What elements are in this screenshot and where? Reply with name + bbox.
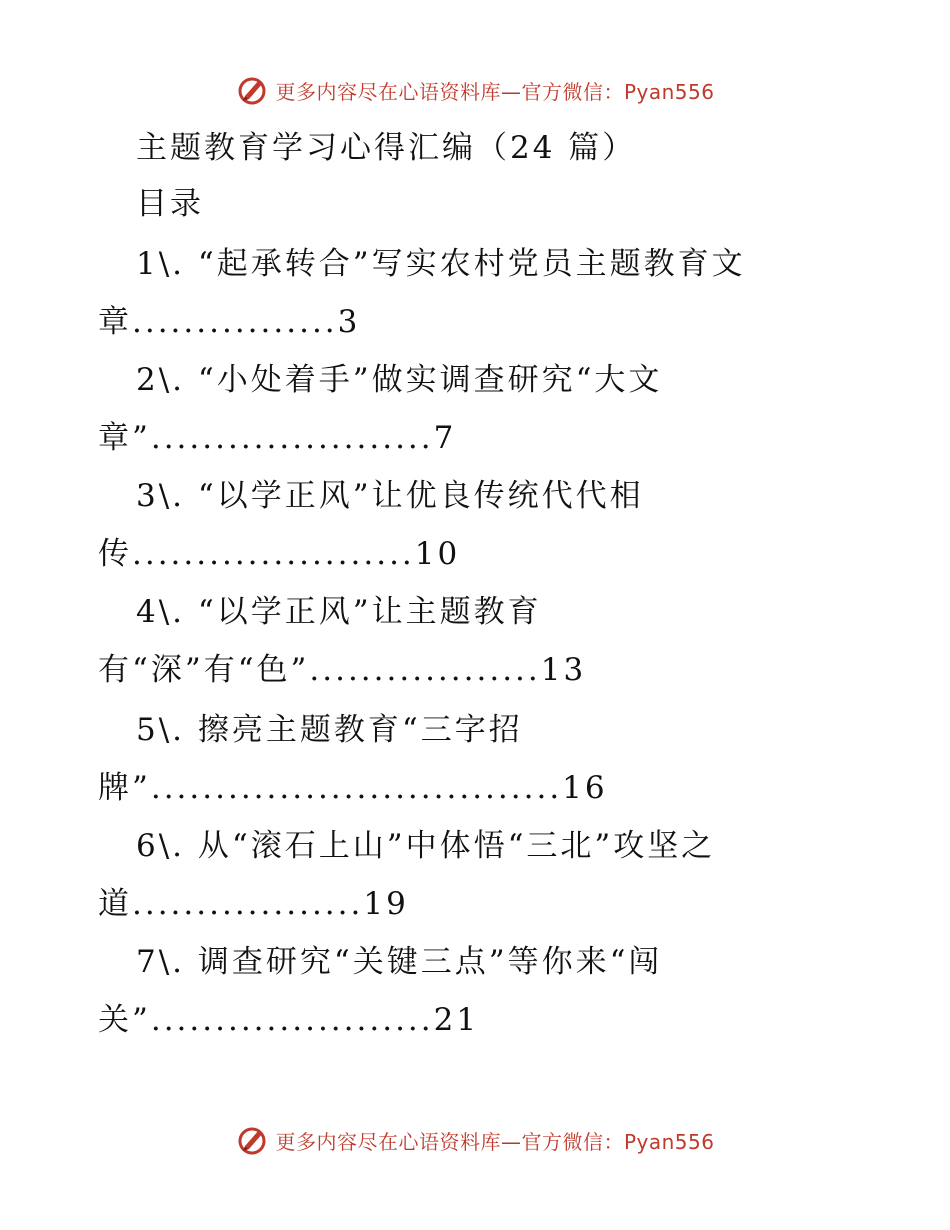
toc-entry-2-line2: 章”......................7 bbox=[98, 420, 457, 456]
toc-entry-4-line2: 有“深”有“色”..................13 bbox=[98, 652, 587, 688]
document-title: 主题教育学习心得汇编（24 篇） bbox=[136, 130, 637, 166]
toc-entry-5-line2: 牌”................................16 bbox=[98, 770, 608, 806]
toc-entry-7-line2: 关”......................21 bbox=[98, 1002, 480, 1038]
toc-entry-2-line1: 2\. “小处着手”做实调查研究“大文 bbox=[136, 362, 663, 398]
toc-entry-6-line2: 道..................19 bbox=[98, 886, 409, 922]
banner-text: 更多内容尽在心语资料库—官方微信：Pyan556 bbox=[275, 79, 715, 104]
toc-entry-4-line1: 4\. “以学正风”让主题教育 bbox=[136, 594, 542, 630]
toc-heading: 目录 bbox=[136, 186, 204, 222]
footer-banner bbox=[0, 1120, 950, 1160]
header-banner bbox=[0, 70, 950, 110]
toc-entry-3-line1: 3\. “以学正风”让优良传统代代相 bbox=[136, 478, 644, 514]
toc-entry-6-line1: 6\. 从“滚石上山”中体悟“三北”攻坚之 bbox=[136, 828, 716, 864]
toc-entry-3-line2: 传......................10 bbox=[98, 536, 461, 572]
toc-entry-5-line1: 5\. 擦亮主题教育“三字招 bbox=[136, 712, 523, 748]
banner-text: 更多内容尽在心语资料库—官方微信：Pyan556 bbox=[275, 1129, 715, 1154]
toc-entry-1-line2: 章................3 bbox=[98, 304, 361, 340]
toc-entry-7-line1: 7\. 调查研究“关键三点”等你来“闯 bbox=[136, 944, 663, 980]
toc-entry-1-line1: 1\. “起承转合”写实农村党员主题教育文 bbox=[136, 246, 746, 282]
pen-logo-icon bbox=[235, 72, 271, 108]
pen-logo-icon bbox=[235, 1122, 271, 1158]
